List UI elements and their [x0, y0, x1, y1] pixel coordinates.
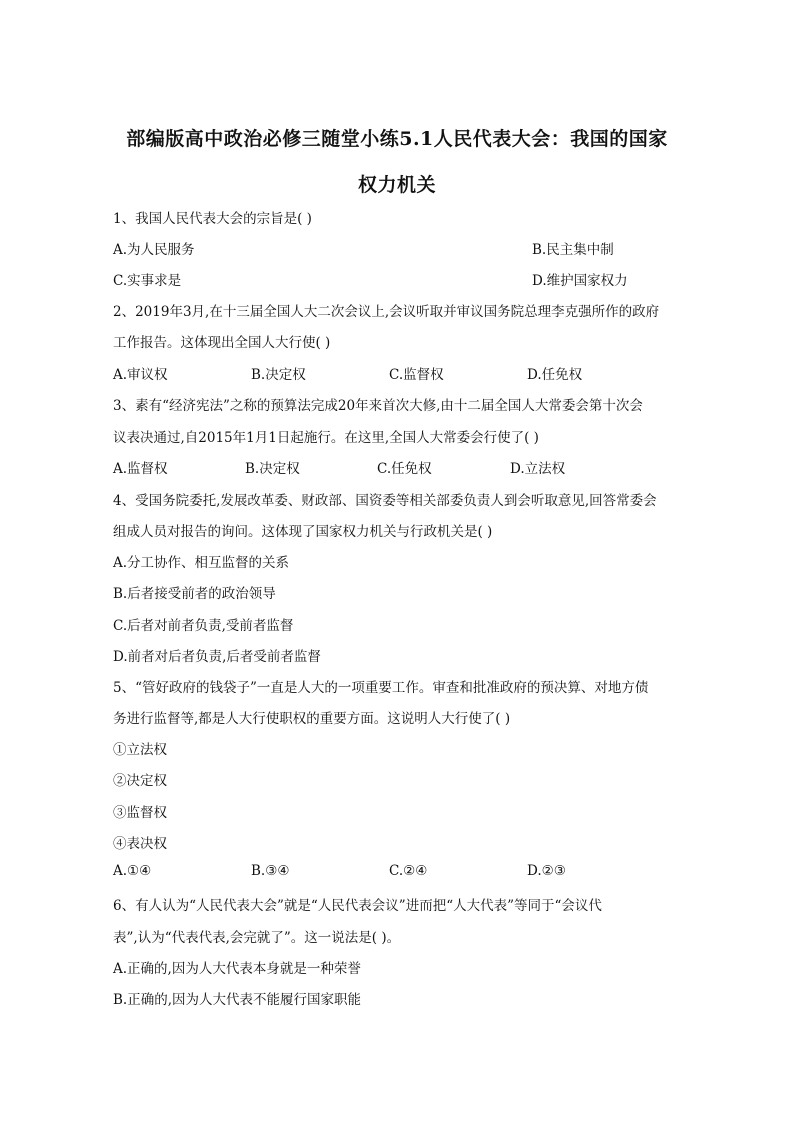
- question-3-stem-line-2: 议表决通过,自2015年1月1日起施行。在这里,全国人大常委会行使了( ): [113, 430, 539, 446]
- question-5-stem-line-1: 5、“管好政府的钱袋子”一直是人大的一项重要工作。审查和批准政府的预决算、对地方债: [113, 680, 649, 696]
- question-3-stem-line-1: 3、素有“经济宪法”之称的预算法完成20年来首次大修,由十二届全国人大常委会第十次会: [113, 398, 643, 414]
- question-4-option-b: B.后者接受前者的政治领导: [113, 586, 276, 602]
- question-5-stem-line-2: 务进行监督等,都是人大行使职权的重要方面。这说明人大行使了( ): [113, 711, 511, 727]
- question-1-option-c: C.实事求是: [113, 273, 182, 289]
- question-4-option-d: D.前者对后者负责,后者受前者监督: [113, 649, 321, 665]
- question-2-option-a: A.审议权: [113, 367, 168, 383]
- question-2-option-c: C.监督权: [389, 367, 444, 383]
- question-5-item-3: ③监督权: [113, 805, 167, 821]
- question-1-option-a: A.为人民服务: [113, 242, 195, 258]
- question-6-option-b: B.正确的,因为人大代表不能履行国家职能: [113, 992, 362, 1008]
- question-5-option-a: A.①④: [113, 863, 152, 879]
- question-3-option-d: D.立法权: [510, 461, 566, 477]
- question-1-option-d: D.维护国家权力: [532, 273, 628, 289]
- question-3-option-b: B.决定权: [245, 461, 300, 477]
- question-2-option-d: D.任免权: [527, 367, 583, 383]
- question-2-option-b: B.决定权: [251, 367, 306, 383]
- document-title-line-2: 权力机关: [357, 174, 436, 196]
- question-5-option-d: D.②③: [527, 863, 566, 879]
- question-6-option-a: A.正确的,因为人大代表本身就是一种荣誉: [113, 961, 361, 977]
- question-3-option-c: C.任免权: [377, 461, 432, 477]
- question-4-stem-line-1: 4、受国务院委托,发展改革委、财政部、国资委等相关部委负责人到会听取意见,回答常委会: [113, 493, 657, 509]
- document-title-line-1: 部编版高中政治必修三随堂小练5.1人民代表大会：我国的国家: [126, 128, 668, 150]
- question-1-stem: 1、我国人民代表大会的宗旨是( ): [113, 211, 312, 227]
- question-5-option-c: C.②④: [389, 863, 428, 879]
- question-6-stem-line-2: 表”,认为“代表代表,会完就了”。这一说法是( )。: [113, 930, 401, 946]
- question-6-stem-line-1: 6、有人认为“人民代表大会”就是“人民代表会议”进而把“人大代表”等同于“会议代: [113, 898, 602, 914]
- question-1-option-b: B.民主集中制: [532, 242, 614, 258]
- question-4-option-a: A.分工协作、相互监督的关系: [113, 555, 290, 571]
- question-2-stem-line-1: 2、2019年3月,在十三届全国人大二次会议上,会议听取并审议国务院总理李克强所作的政府: [113, 304, 660, 320]
- question-4-stem-line-2: 组成人员对报告的询问。这体现了国家权力机关与行政机关是( ): [113, 524, 493, 540]
- question-4-option-c: C.后者对前者负责,受前者监督: [113, 618, 294, 634]
- question-2-stem-line-2: 工作报告。这体现出全国人大行使( ): [113, 335, 331, 351]
- question-5-item-4: ④表决权: [113, 836, 167, 852]
- question-5-item-2: ②决定权: [113, 773, 167, 789]
- question-5-item-1: ①立法权: [113, 742, 167, 758]
- question-3-option-a: A.监督权: [113, 461, 168, 477]
- question-5-option-b: B.③④: [251, 863, 290, 879]
